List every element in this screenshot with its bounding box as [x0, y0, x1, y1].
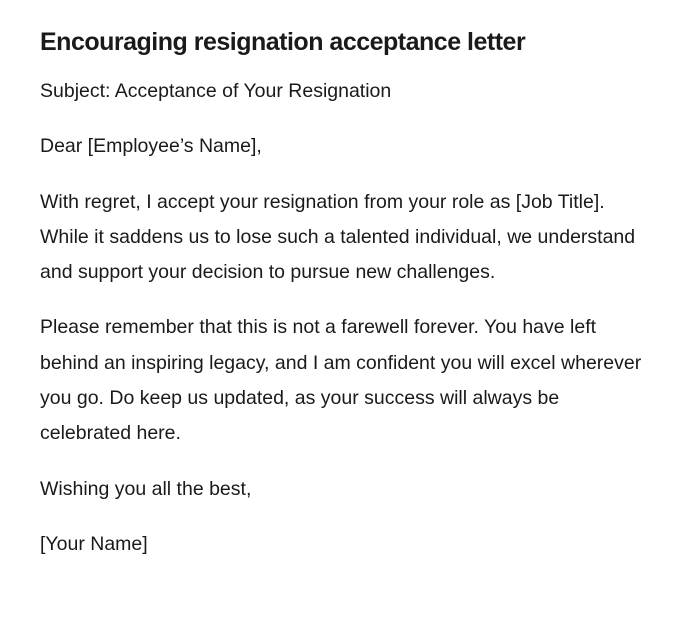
page-title: Encouraging resignation acceptance letter	[40, 28, 526, 56]
signature: [Your Name]	[40, 532, 148, 555]
salutation: Dear [Employee’s Name],	[40, 135, 262, 158]
body-paragraph: With regret, I accept your resignation from your role as [Job Title]. While it saddens us to lose such a talented individual, we understand and support your decision to pursue new challenges.	[40, 190, 636, 284]
closing: Wishing you all the best,	[40, 477, 252, 500]
body-paragraph: Please remember that this is not a farewell forever. You have left behind an inspiring legacy, and I am confident you will excel wherever you go. Do keep us updated, as your success will always be celebrated here.	[40, 316, 642, 445]
subject-line: Subject: Acceptance of Your Resignation	[40, 80, 392, 102]
